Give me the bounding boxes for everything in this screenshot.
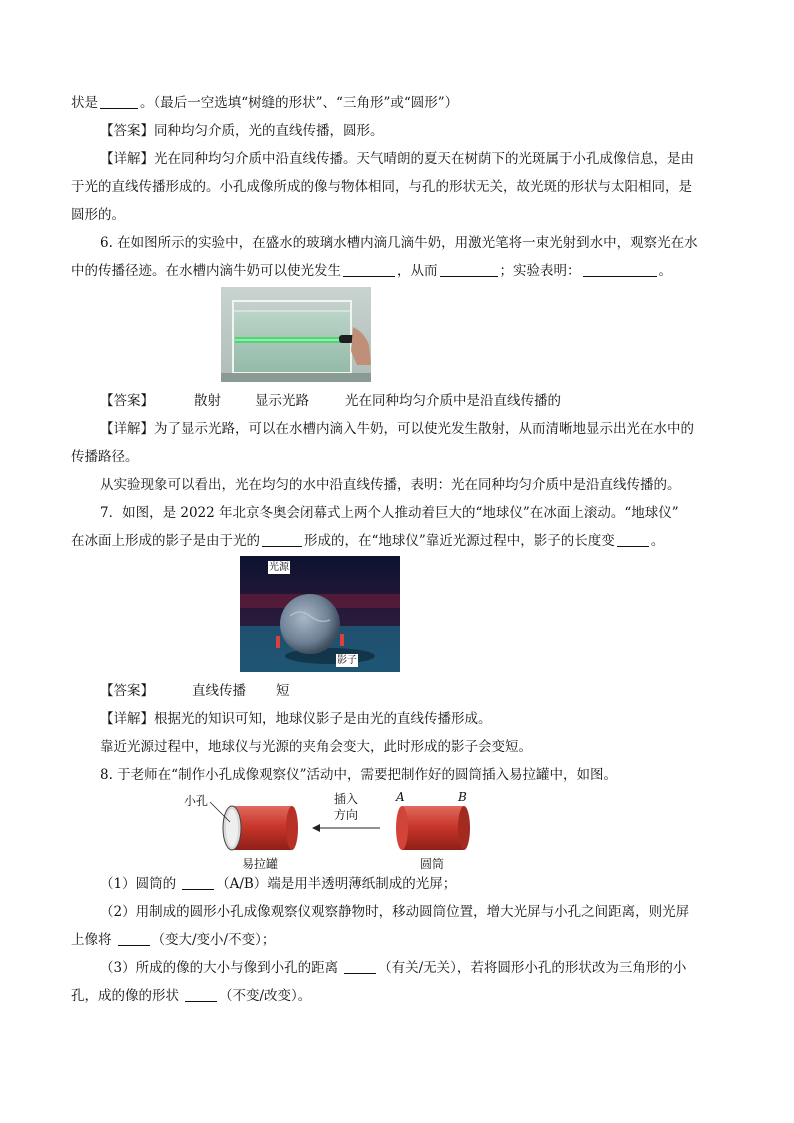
q8-part3-line2: 孔，成的像的形状 （不变/改变）。 [71, 988, 312, 1004]
water-tank-photo [221, 287, 371, 382]
diagram-label-direction: 方向 [334, 808, 359, 822]
q6-line2: 中的传播径迹。在水槽内滴牛奶可以使光发生 ，从而 ；实验表明： 。 [71, 263, 672, 279]
q8-part3-line1: （3）所成的像的大小与像到小孔的距离 （有关/无关），若将圆形小孔的形状改为三角形的小 [100, 960, 687, 976]
diagram-label-insert: 插入 [334, 792, 359, 806]
diagram-label-hole: 小孔 [184, 794, 209, 808]
blank [617, 532, 649, 547]
blank [182, 875, 214, 890]
q8-part1: （1）圆筒的 （A/B）端是用半透明薄纸制成的光屏； [100, 876, 457, 892]
q6-detail-line2: 传播路径。 [71, 449, 139, 465]
q5-answer: 【答案】同种均匀介质，光的直线传播，圆形。 [100, 123, 384, 139]
q8-part2-line2: 上像将 （变大/变小/不变）； [71, 932, 276, 948]
q7-detail-line1: 【详解】根据光的知识可知，地球仪影子是由光的直线传播形成。 [100, 711, 492, 727]
q8-line1: 8. 于老师在“制作小孔成像观察仪”活动中，需要把制作好的圆筒插入易拉罐中，如图。 [100, 767, 617, 783]
blank [100, 94, 138, 109]
q6-detail-line3: 从实验现象可以看出，光在均匀的水中沿直线传播，表明：光在同种均匀介质中是沿直线传播的。 [100, 477, 681, 493]
q7-answer: 【答案】 直线传播 短 [100, 683, 290, 699]
globe-ceremony-illustration [240, 556, 400, 672]
q7-detail-line2: 靠近光源过程中，地球仪与光源的夹角会变大，此时形成的影子会变短。 [100, 739, 532, 755]
photo-label-shadow: 影子 [337, 655, 357, 666]
q8-part2-line1: （2）用制成的圆形小孔成像观察仪观察静物时，移动圆筒位置，增大光屏与小孔之间距离，则光屏 [100, 904, 690, 920]
diagram-label-end-b: B [458, 790, 467, 804]
blank [118, 931, 150, 946]
diagram-label-tube: 圆筒 [420, 857, 445, 871]
q5-detail-line2: 于光的直线传播形成的。小孔成像所成的像与物体相同，与孔的形状无关，故光斑的形状与太阳相同，是 [71, 179, 692, 195]
q7-line1: 7．如图，是 2022 年北京冬奥会闭幕式上两个人推动着巨大的“地球仪”在冰面上滚动。“地球仪” [100, 505, 679, 521]
blank [262, 532, 302, 547]
blank [583, 262, 657, 277]
q7-line2: 在冰面上形成的影子是由于光的 形成的，在“地球仪”靠近光源过程中，影子的长度变 。 [71, 533, 665, 549]
q5-detail-line1: 【详解】光在同种均匀介质中沿直线传播。天气晴朗的夏天在树荫下的光斑属于小孔成像信息，是由 [100, 151, 694, 167]
diagram-label-end-a: A [396, 790, 405, 804]
diagram-label-can: 易拉罐 [242, 857, 279, 871]
q6-answer: 【答案】 散射 显示光路 光在同种均匀介质中是沿直线传播的 [100, 393, 561, 409]
q6-line1: 6. 在如图所示的实验中，在盛水的玻璃水槽内滴几滴牛奶，用激光笔将一束光射到水中，观察光在水 [100, 235, 698, 251]
q6-detail-line1: 【详解】为了显示光路，可以在水槽内滴入牛奶，可以使光发生散射，从而清晰地显示出光在水中的 [100, 421, 694, 437]
pinhole-camera-diagram [180, 788, 500, 872]
q5-detail-line3: 圆形的。 [71, 207, 125, 223]
photo-label-light-source: 光源 [269, 562, 289, 573]
blank [185, 987, 217, 1002]
blank [440, 262, 498, 277]
globe-ceremony-photo [240, 556, 400, 672]
water-tank-illustration [221, 287, 371, 382]
q5-tail-line: 状是 。（最后一空选填“树缝的形状”、“三角形”或“圆形”） [71, 95, 459, 111]
blank [344, 959, 376, 974]
blank [343, 262, 395, 277]
